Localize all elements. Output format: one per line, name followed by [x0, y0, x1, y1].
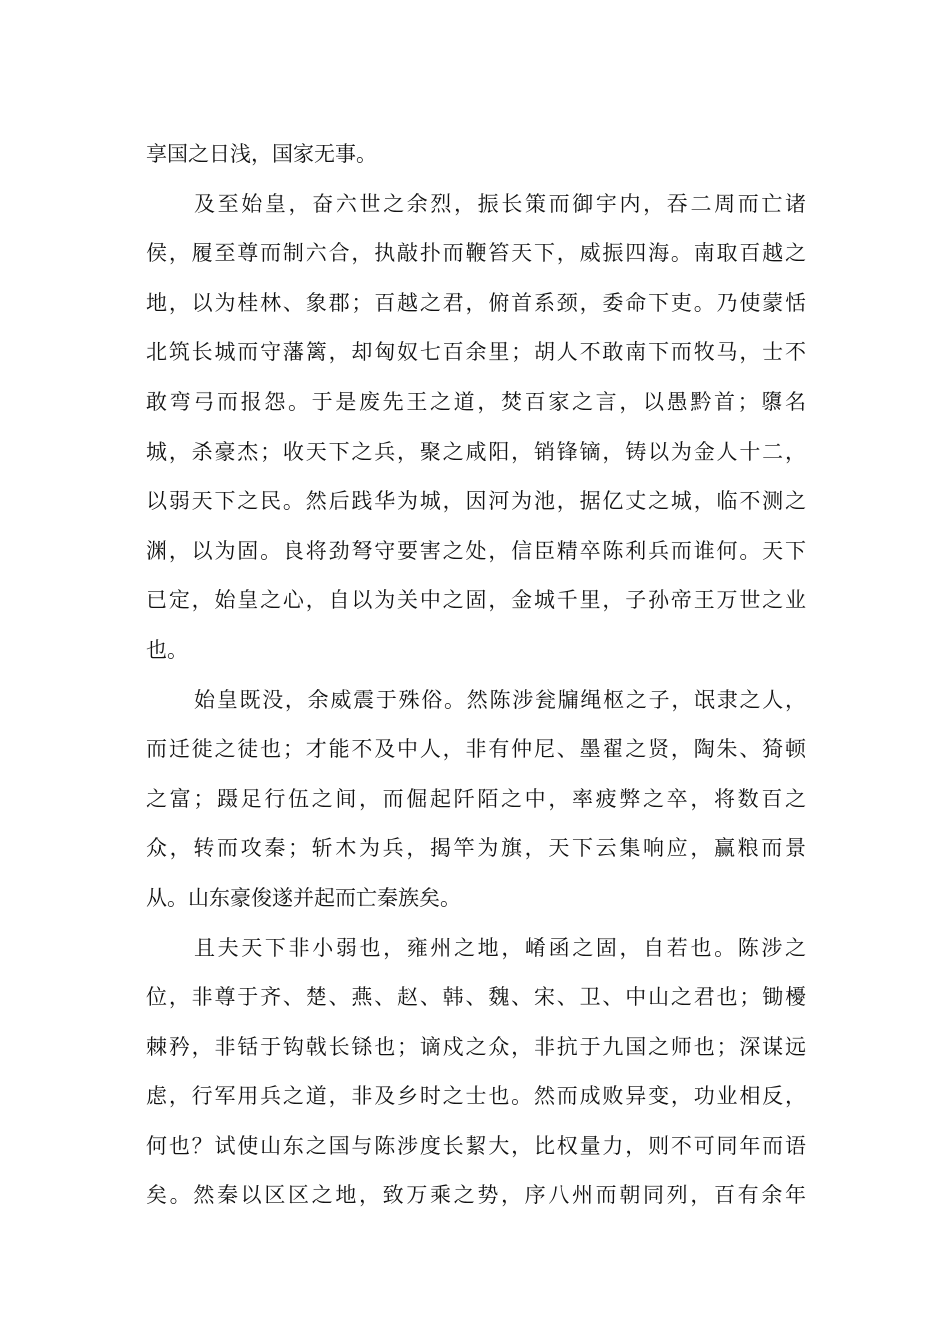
text-line: 侯，履至尊而制六合，执敲扑而鞭笞天下，威振四海。南取百越之 — [146, 241, 806, 266]
text-line: 城，杀豪杰；收天下之兵，聚之咸阳，销锋镝，铸以为金人十二， — [146, 439, 806, 464]
paragraph-start-line: 且夫天下非小弱也，雍州之地，崤函之固，自若也。陈涉之 — [194, 935, 806, 960]
text-line: 也。 — [146, 637, 188, 662]
text-line: 而迁徙之徒也；才能不及中人，非有仲尼、墨翟之贤，陶朱、猗顿 — [146, 737, 806, 762]
text-line: 北筑长城而守藩篱，却匈奴七百余里；胡人不敢南下而牧马，士不 — [146, 340, 806, 365]
text-line: 何也？试使山东之国与陈涉度长絜大，比权量力，则不可同年而语 — [146, 1133, 806, 1158]
text-line: 众，转而攻秦；斩木为兵，揭竿为旗，天下云集响应，赢粮而景 — [146, 836, 806, 861]
text-line: 以弱天下之民。然后践华为城，因河为池，据亿丈之城，临不测之 — [146, 489, 806, 514]
paragraph-start-line: 及至始皇，奋六世之余烈，振长策而御宇内，吞二周而亡诸 — [194, 191, 806, 216]
text-line: 渊，以为固。良将劲弩守要害之处，信臣精卒陈利兵而谁何。天下 — [146, 538, 806, 563]
essay-text — [146, 130, 806, 1221]
text-line: 已定，始皇之心，自以为关中之固，金城千里，子孙帝王万世之业 — [146, 588, 806, 613]
text-line: 棘矜，非铦于钩戟长铩也；谪戍之众，非抗于九国之师也；深谋远 — [146, 1034, 806, 1059]
text-line: 地，以为桂林、象郡；百越之君，俯首系颈，委命下吏。乃使蒙恬 — [146, 290, 806, 315]
text-line: 位，非尊于齐、楚、燕、赵、韩、魏、宋、卫、中山之君也；锄櫌 — [146, 985, 806, 1010]
text-line: 虑，行军用兵之道，非及乡时之士也。然而成败异变，功业相反， — [146, 1084, 806, 1109]
paragraph-start-line: 始皇既没，余威震于殊俗。然陈涉瓮牖绳枢之子，氓隶之人， — [194, 687, 806, 712]
text-line: 矣。然秦以区区之地，致万乘之势，序八州而朝同列，百有余年 — [146, 1183, 806, 1208]
text-line: 享国之日浅，国家无事。 — [146, 142, 377, 166]
text-line: 之富；蹑足行伍之间，而倔起阡陌之中，率疲弊之卒，将数百之 — [146, 786, 806, 811]
text-line: 从。山东豪俊遂并起而亡秦族矣。 — [146, 885, 461, 910]
text-line: 敢弯弓而报怨。于是废先王之道，焚百家之言，以愚黔首；隳名 — [146, 389, 806, 414]
